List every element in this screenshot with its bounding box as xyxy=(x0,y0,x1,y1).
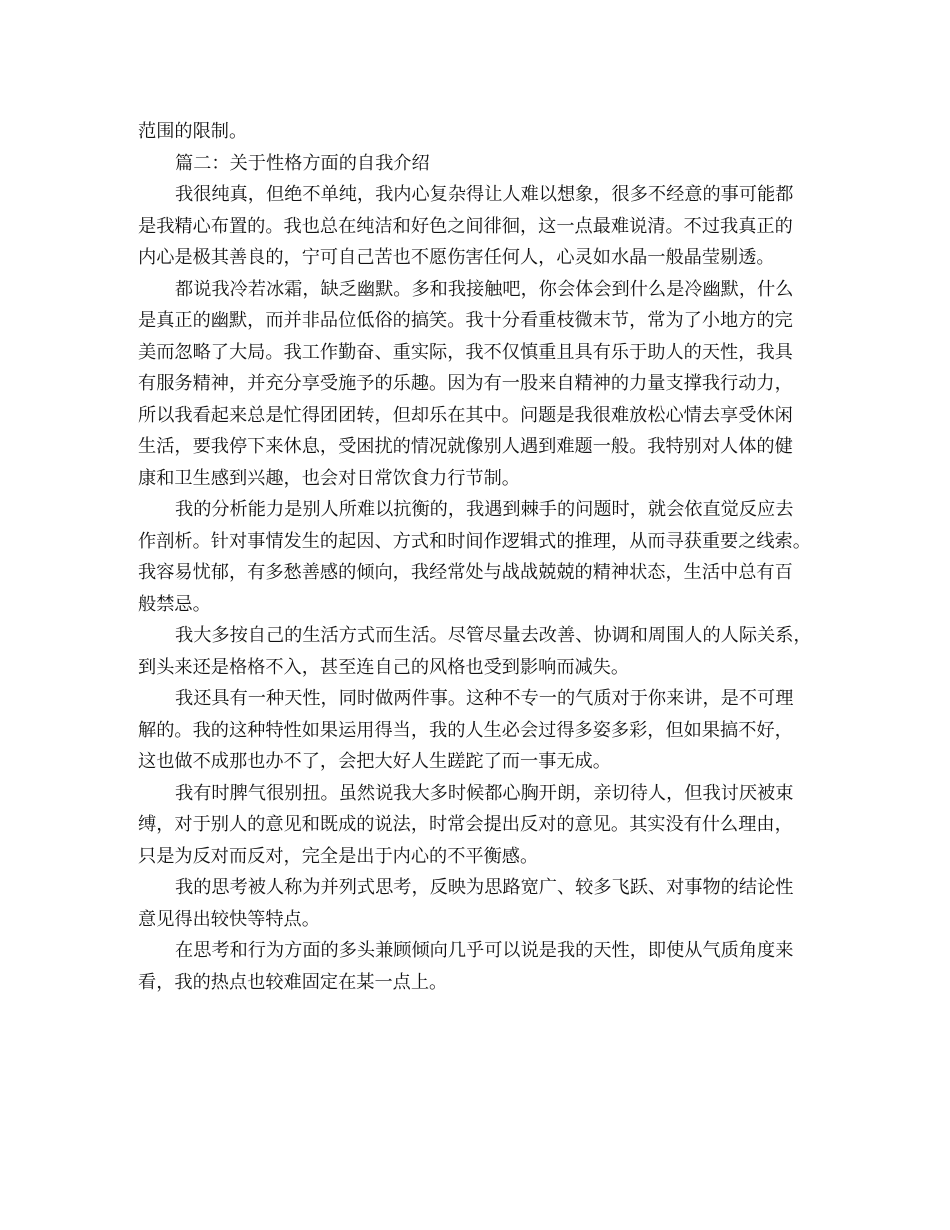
text-line: 范围的限制。 xyxy=(138,121,248,142)
text-line: 我容易忧郁，有多愁善感的倾向，我经常处与战战兢兢的精神状态，生活中总有百 xyxy=(138,562,793,583)
text-line: 内心是极其善良的，宁可自己苦也不愿伤害任何人，心灵如水晶一般晶莹剔透。 xyxy=(138,247,775,268)
text-line: 我还具有一种天性，同时做两件事。这种不专一的气质对于你来讲，是不可理 xyxy=(175,688,794,709)
text-line: 是真正的幽默，而并非品位低俗的搞笑。我十分看重枝微末节，常为了小地方的完 xyxy=(138,310,793,331)
text-line: 看，我的热点也较难固定在某一点上。 xyxy=(138,971,448,993)
text-line: 只是为反对而反对，完全是出于内心的不平衡感。 xyxy=(138,845,539,867)
text-line: 般禁忌。 xyxy=(138,593,211,615)
text-line: 这也做不成那也办不了，会把大好人生蹉跎了而一事无成。 xyxy=(138,751,611,772)
text-line: 作剖析。针对事情发生的起因、方式和时间作逻辑式的推理，从而寻获重要之线索。 xyxy=(138,530,811,552)
document-body xyxy=(138,116,828,998)
text-line: 到头来还是格格不入，甚至连自己的风格也受到影响而减失。 xyxy=(138,656,630,678)
text-line: 在思考和行为方面的多头兼顾倾向几乎可以说是我的天性，即使从气质角度来 xyxy=(175,940,794,961)
section-heading: 篇二：关于性格方面的自我介绍 xyxy=(175,152,430,174)
text-line: 我很纯真，但绝不单纯，我内心复杂得让人难以想象，很多不经意的事可能都 xyxy=(175,184,794,205)
text-line: 我的分析能力是别人所难以抗衡的，我遇到棘手的问题时，就会依直觉反应去 xyxy=(175,499,794,520)
text-line: 康和卫生感到兴趣，也会对日常饮食力行节制。 xyxy=(138,467,520,489)
text-line: 是我精心布置的。我也总在纯洁和好色之间徘徊，这一点最难说清。不过我真正的 xyxy=(138,215,793,237)
text-line: 我大多按自己的生活方式而生活。尽管尽量去改善、协调和周围人的人际关系， xyxy=(175,625,812,646)
text-line: 有服务精神，并充分享受施予的乐趣。因为有一股来自精神的力量支撑我行动力， xyxy=(138,373,793,394)
text-line: 所以我看起来总是忙得团团转，但却乐在其中。问题是我很难放松心情去享受休闲 xyxy=(138,404,793,426)
text-line: 意见得出较快等特点。 xyxy=(138,908,320,930)
text-line: 生活，要我停下来休息，受困扰的情况就像别人遇到难题一般。我特别对人体的健 xyxy=(138,436,793,457)
text-line: 我的思考被人称为并列式思考，反映为思路宽广、较多飞跃、对事物的结论性 xyxy=(175,877,794,898)
text-line: 解的。我的这种特性如果运用得当，我的人生必会过得多姿多彩，但如果搞不好， xyxy=(138,719,793,741)
text-line: 美而忽略了大局。我工作勤奋、重实际，我不仅慎重且具有乐于助人的天性，我具 xyxy=(138,341,793,363)
text-line: 缚，对于别人的意见和既成的说法，时常会提出反对的意见。其实没有什么理由， xyxy=(138,814,793,835)
text-line: 我有时脾气很别扭。虽然说我大多时候都心胸开朗，亲切待人，但我讨厌被束 xyxy=(175,782,794,804)
text-line: 都说我冷若冰霜，缺乏幽默。多和我接触吧，你会体会到什么是冷幽默，什么 xyxy=(175,278,794,300)
